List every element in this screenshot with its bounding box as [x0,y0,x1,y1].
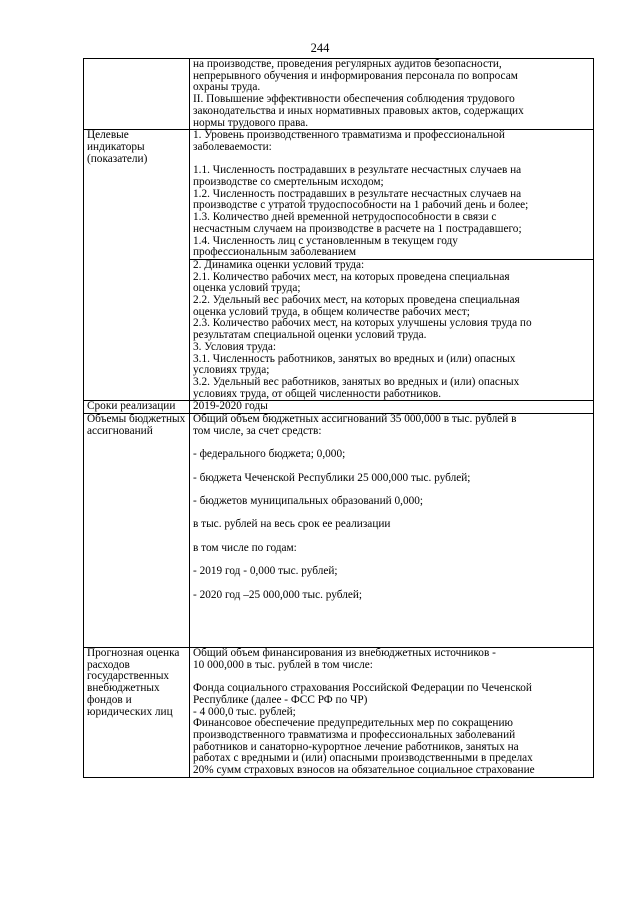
text-line: том числе, за счет средств: [193,424,322,437]
text-line: 3. Условия труда: [193,340,277,353]
table-row-budget [84,414,594,648]
text-line: 1.3. Количество дней временной нетрудоспособности в связи с [193,211,497,224]
text-line: - бюджета Чеченской Республики 25 000,000 тыс. рублей; [193,471,471,484]
text-line: Финансовое обеспечение предупредительных мер по сокращению [193,717,513,730]
text-line: условиях труда; [193,364,270,377]
text-line: в тыс. рублей на весь срок ее реализации [193,518,391,531]
text-line: на производстве, проведения регулярных аудитов безопасности, [193,58,502,70]
text-line: 2.1. Количество рабочих мест, на которых проведена специальная [193,270,510,283]
row-label-indicators: Целевые индикаторы (показатели) [84,130,190,401]
text-line: Общий объем финансирования из внебюджетных источников - [193,647,496,660]
text-line: работников и санаторно-курортное лечение работников, занятых на [193,740,519,753]
text-line: - 2020 год –25 000,000 тыс. рублей; [193,588,363,601]
row-label-terms: Сроки реализации [84,401,190,414]
text-line: 2. Динамика оценки условий труда: [193,258,365,271]
text-line: производстве со смертельным исходом; [193,176,384,189]
passport-table [83,58,594,778]
text-line: 2.2. Удельный вес рабочих мест, на которых проведена специальная [193,294,520,307]
page-number: 244 [310,41,330,55]
row-content-continuation [190,59,594,130]
text-line: Общий объем бюджетных ассигнований 35 000,000 в тыс. рублей в [193,413,517,426]
text-line: оценка условий труда; [193,282,301,295]
row-content-forecast [190,648,594,778]
table-row-forecast [84,648,594,778]
text-line: профессиональным заболеванием [193,246,357,259]
text-line: - федерального бюджета; 0,000; [193,448,346,461]
text-line: законодательства и иных нормативных правовых актов, содержащих [193,104,524,117]
text-line: 1.2. Численность пострадавших в результате несчастных случаев на [193,187,522,200]
text-line: 20% сумм страховых взносов на обязательное социальное страхование [193,764,535,777]
text-line: результатам специальной оценки условий труда. [193,329,427,342]
table-row-indicators [84,130,594,401]
text-line: производстве с утратой трудоспособности на 1 рабочий день и более; [193,199,529,212]
text-line: непрерывного обучения и информирования персонала по вопросам [193,69,518,82]
row-content-budget [190,414,594,648]
row-content-indicators [190,130,594,401]
text-line: 3.1. Численность работников, занятых во вредных и (или) опасных [193,352,516,365]
text-line: Республике (далее - ФСС РФ по ЧР) [193,693,368,706]
text-line: работах с вредными и (или) опасными производственными в пределах [193,752,533,765]
text-line: заболеваемости: [193,140,272,153]
text-line: - 4 000,0 тыс. рублей; [193,705,296,718]
text-line: несчастным случаем на производстве в расчете на 1 пострадавшего; [193,222,522,235]
text-line: производственного травматизма и профессиональных заболеваний [193,728,516,741]
text-line: оценка условий труда, в общем количестве рабочих мест; [193,305,470,318]
text-line: 2.3. Количество рабочих мест, на которых улучшены условия труда по [193,317,532,330]
text-line: II. Повышение эффективности обеспечения соблюдения трудового [193,93,515,106]
row-label-budget: Объемы бюджетных ассигнований [84,414,190,648]
text-line: 1.1. Численность пострадавших в результате несчастных случаев на [193,164,522,177]
text-line: нормы трудового права. [193,116,309,129]
text-line: - 2019 год - 0,000 тыс. рублей; [193,565,338,578]
text-line: условиях труда, от общей численности работников. [193,387,442,400]
text-line: Фонда социального страхования Российской Федерации по Чеченской [193,682,532,695]
text-line: 10 000,000 в тыс. рублей в том числе: [193,658,373,671]
indicators-subsection [190,259,593,400]
text-line: 3.2. Удельный вес работников, занятых во вредных и (или) опасных [193,375,520,388]
table-row-terms [84,401,594,414]
table-row-continuation [84,59,594,130]
text-line: 1. Уровень производственного травматизма и профессиональной [193,129,505,142]
row-label-empty [84,59,190,130]
text-line: 1.4. Численность лиц с установленным в текущем году [193,234,458,247]
text-line: в том числе по годам: [193,541,297,554]
row-content-terms: 2019-2020 годы [190,401,594,414]
text-line: охраны труда. [193,81,261,94]
row-label-forecast: Прогнозная оценка расходов государственных внебюджетных фондов и юридических лиц [84,648,190,778]
text-line: - бюджетов муниципальных образований 0,000; [193,494,424,507]
